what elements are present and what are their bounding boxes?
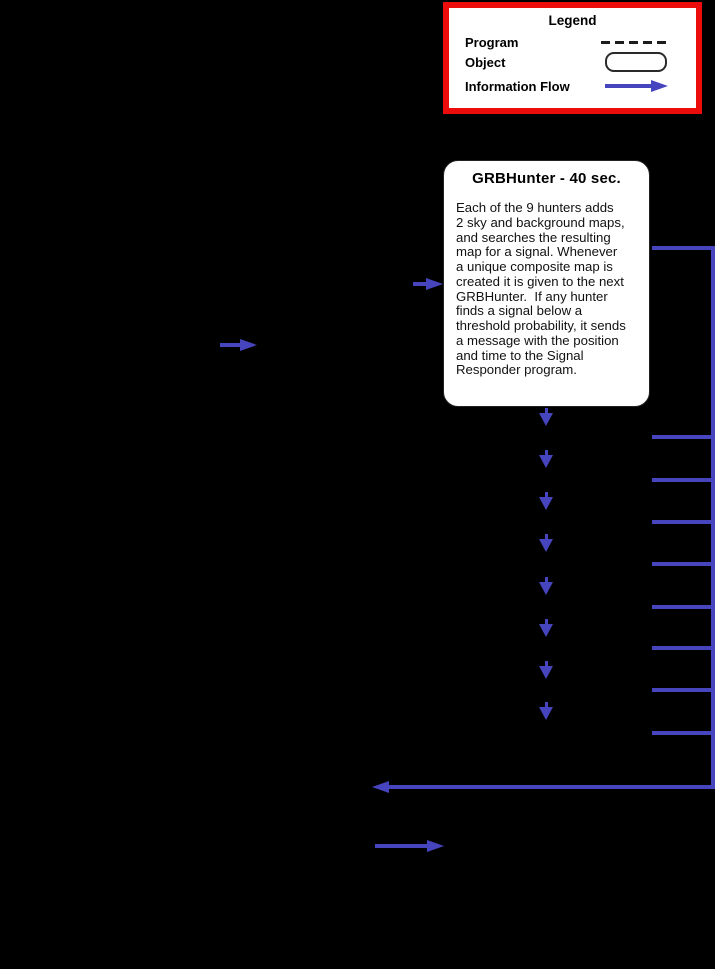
hunter-input-line (652, 562, 712, 566)
rounded-rect-symbol (605, 52, 667, 72)
hunter-input-line (652, 688, 712, 692)
description-line: Each of the 9 hunters adds (456, 200, 614, 215)
legend-label-program: Program (465, 35, 519, 50)
ladder-vertical-line (711, 246, 715, 789)
description-line: and searches the resulting (456, 229, 611, 245)
description-line: threshold probability, it sends (456, 318, 626, 333)
hunter-input-line (652, 646, 712, 650)
legend-label-information-flow: Information Flow (465, 79, 570, 94)
description-line: and time to the Signal (456, 347, 584, 363)
arrow-shaft (605, 84, 653, 88)
arrowhead-right (651, 80, 668, 92)
grbhunter-box (443, 160, 650, 407)
description-line: a unique composite map is (456, 259, 613, 274)
description-line: 2 sky and background maps, (456, 214, 625, 230)
legend-label-object: Object (465, 55, 506, 70)
description-line: created it is given to the next (456, 273, 624, 289)
flow-down-arrow (539, 577, 553, 595)
arrowhead-right (427, 840, 444, 852)
flow-down-arrow (539, 408, 553, 426)
hunter-input-line (652, 435, 712, 439)
hunter-input-line (652, 605, 712, 609)
flow-down-arrow (539, 492, 553, 510)
description-line: finds a signal below a (456, 303, 583, 319)
grbhunter-title: GRBHunter - 40 sec. (472, 170, 621, 187)
flow-down-arrow (539, 450, 553, 468)
flow-down-arrow (539, 661, 553, 679)
dashed-line-symbol (601, 41, 668, 44)
description-line: GRBHunter. If any hunter (456, 288, 608, 304)
arrowhead-right (240, 339, 257, 351)
flow-down-arrow (539, 619, 553, 637)
arrow-shaft (388, 785, 715, 789)
description-line: a message with the position (456, 332, 619, 348)
arrow-shaft (375, 844, 429, 848)
hunter-input-line (652, 520, 712, 524)
grbhunter-description (456, 201, 647, 378)
arrowhead-right (426, 278, 443, 290)
hunter-input-line (652, 478, 712, 482)
hunter-input-line (652, 731, 712, 735)
arrowhead-left (372, 781, 389, 793)
flow-down-arrow (539, 534, 553, 552)
legend-box (443, 2, 702, 114)
description-line: Responder program. (456, 362, 577, 378)
arrow-shaft (220, 343, 242, 347)
hunter-input-line (652, 246, 712, 250)
legend-title: Legend (548, 13, 597, 28)
flow-down-arrow (539, 702, 553, 720)
description-line: map for a signal. Whenever (456, 244, 618, 260)
